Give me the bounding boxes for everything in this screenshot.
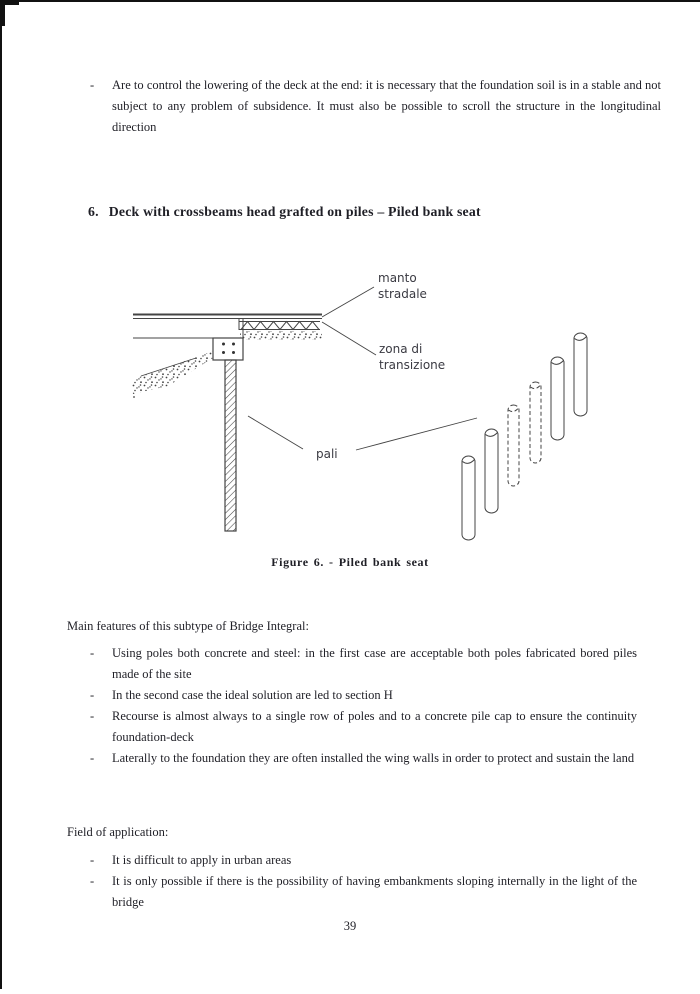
list-item-text: Recourse is almost always to a single row of poles and to a concrete pile cap to ensure the continuity foundation-deck xyxy=(112,709,637,744)
crossbeam-head-block xyxy=(213,338,243,360)
list-item-text: Using poles both concrete and steel: in the first case are acceptable both poles fabricated bored piles made of the site xyxy=(112,646,637,681)
pile-solid xyxy=(574,333,587,416)
bullet-marker: - xyxy=(90,874,95,888)
list-item-text: It is difficult to apply in urban areas xyxy=(112,853,292,867)
page-number: 39 xyxy=(343,919,357,933)
field-of-application-list xyxy=(88,850,637,913)
pile-solid xyxy=(485,429,498,513)
pile-dashed xyxy=(530,382,541,463)
bullet-marker: - xyxy=(90,853,95,867)
label-transition-zone-2: transizione xyxy=(379,358,446,372)
heading-number: 6. xyxy=(88,204,99,219)
connection-dots xyxy=(222,343,235,355)
leader-piles-right xyxy=(356,418,477,450)
list-item xyxy=(88,685,637,706)
bullet-marker: - xyxy=(90,688,95,702)
list-item xyxy=(88,748,637,769)
list-item-text: It is only possible if there is the possibility of having embankments sloping internally in the light of the bridge xyxy=(112,874,637,909)
embankment-slope-line xyxy=(141,358,196,376)
embankment-speck xyxy=(133,396,135,398)
section-title-field-of-application: Field of application: xyxy=(67,825,169,839)
intro-bullet-text: Are to control the lowering of the deck at the end: it is necessary that the foundation soil is in a stable and not subject to any problem of subsidence. It must also be possible to scroll the structure in the longitudinal direction xyxy=(112,78,661,134)
label-road-surface-1: manto xyxy=(378,271,417,285)
intro-bullet xyxy=(88,75,661,138)
label-transition-zone-1: zona di xyxy=(379,342,423,356)
bullet-marker: - xyxy=(90,646,95,660)
list-item xyxy=(88,871,637,913)
bullet-marker: - xyxy=(90,751,95,765)
bullet-marker: - xyxy=(90,78,95,92)
pile-dashed xyxy=(508,405,519,486)
pile-solid xyxy=(551,357,564,440)
list-item-text: In the second case the ideal solution are led to section H xyxy=(112,688,393,702)
figure-caption: Figure 6. - Piled bank seat xyxy=(271,555,429,569)
label-road-surface-2: stradale xyxy=(378,287,427,301)
transition-gravel-stipple xyxy=(240,331,322,340)
leader-piles-left xyxy=(248,416,303,449)
transition-zigzag xyxy=(241,322,319,330)
scan-artifact-corner xyxy=(0,0,5,26)
list-item xyxy=(88,706,637,748)
bullet-marker: - xyxy=(90,709,95,723)
pile-solid xyxy=(462,456,475,540)
leader-transition-zone xyxy=(322,322,376,355)
label-piles: pali xyxy=(316,447,338,461)
abutment-pile-column xyxy=(225,360,236,531)
scan-artifact-left-edge xyxy=(0,0,2,989)
list-item xyxy=(88,643,637,685)
leader-road-surface xyxy=(322,287,374,317)
heading-text: Deck with crossbeams head grafted on piles – Piled bank seat xyxy=(108,204,481,219)
list-item-text: Laterally to the foundation they are often installed the wing walls in order to protect and sustain the land xyxy=(112,751,635,765)
scan-artifact-top-edge xyxy=(0,0,700,2)
main-features-list xyxy=(88,643,637,769)
list-item xyxy=(88,850,637,871)
embankment-stipple xyxy=(131,351,213,394)
section-heading xyxy=(88,201,648,223)
section-title-main-features: Main features of this subtype of Bridge Integral: xyxy=(67,619,309,633)
